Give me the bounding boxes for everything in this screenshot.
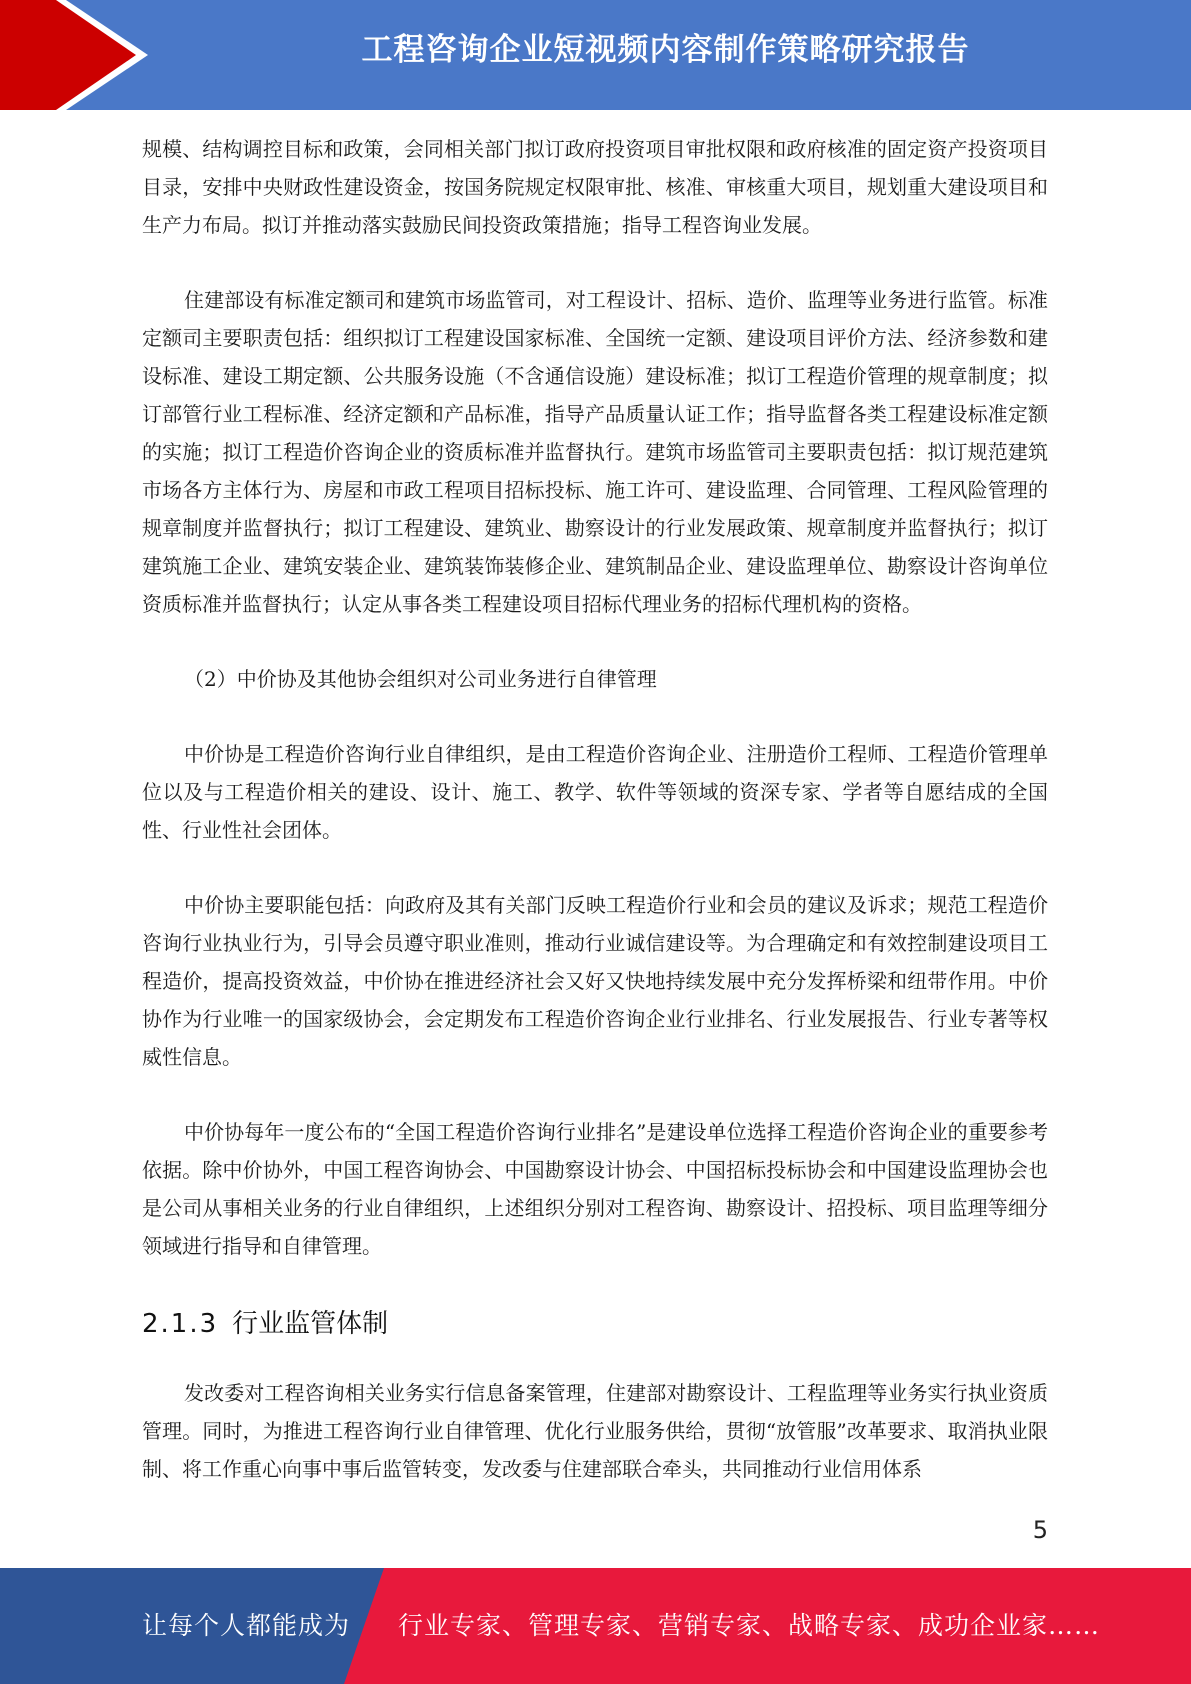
paragraph-continued: 规模、结构调控目标和政策，会同相关部门拟订政府投资项目审批权限和政府核准的固定资产投资项目目录，安排中央财政性建设资金，按国务院规定权限审批、核准、审核重大项目，规划重大建设项目和生产力布局。拟订并推动落实鼓励民间投资政策措施；指导工程咨询业发展。 — [142, 137, 1048, 237]
footer-slogan-left: 让每个人都能成为 — [142, 1611, 351, 1640]
paragraph-ccea-functions: 中价协主要职能包括：向政府及其有关部门反映工程造价行业和会员的建议及诉求；规范工程造价咨询行业执业行为，引导会员遵守职业准则，推动行业诚信建设等。为合理确定和有效控制建设项目工程造价，提高投资效益，中价协在推进经济社会又好又快地持续发展中充分发挥桥梁和纽带作用。中价协作为行业唯一的国家级协会，会定期发布工程造价咨询企业行业排名、行业发展报告、行业专著等权威性信息。 — [142, 893, 1048, 1069]
report-title: 工程咨询企业短视频内容制作策略研究报告 — [361, 32, 970, 68]
section-number: 2.1.3 — [142, 1309, 219, 1339]
paragraph-housing-ministry: 住建部设有标准定额司和建筑市场监管司，对工程设计、招标、造价、监理等业务进行监管。标准定额司主要职责包括：组织拟订工程建设国家标准、全国统一定额、建设项目评价方法、经济参数和建设标准、建设工期定额、公共服务设施（不含通信设施）建设标准；拟订工程造价管理的规章制度；拟订部管行业工程标准、经济定额和产品标准，指导产品质量认证工作；指导监督各类工程建设标准定额的实施；拟订工程造价咨询企业的资质标准并监督执行。建筑市场监管司主要职责包括：拟订规范建筑市场各方主体行为、房屋和市政工程项目招标投标、施工许可、建设监理、合同管理、工程风险管理的规章制度并监督执行；拟订工程建设、建筑业、勘察设计的行业发展政策、规章制度并监督执行；拟订建筑施工企业、建筑安装企业、建筑装饰装修企业、建筑制品企业、建设监理单位、勘察设计咨询单位资质标准并监督执行；认定从事各类工程建设项目招标代理业务的招标代理机构的资格。 — [142, 288, 1048, 616]
paragraph-ccea-intro: 中价协是工程造价咨询行业自律组织，是由工程造价咨询企业、注册造价工程师、工程造价管理单位以及与工程造价相关的建设、设计、施工、教学、软件等领域的资深专家、学者等自愿结成的全国性、行业性社会团体。 — [142, 742, 1048, 842]
paragraph-ccea-ranking: 中价协每年一度公布的“全国工程造价咨询行业排名”是建设单位选择工程造价咨询企业的重要参考依据。除中价协外，中国工程咨询协会、中国勘察设计协会、中国招标投标协会和中国建设监理协会也是公司从事相关业务的行业自律组织，上述组织分别对工程咨询、勘察设计、招投标、项目监理等细分领域进行指导和自律管理。 — [142, 1120, 1048, 1258]
section-title: 行业监管体制 — [232, 1309, 389, 1339]
subheading-self-regulation: （2）中价协及其他协会组织对公司业务进行自律管理 — [184, 667, 657, 691]
footer-slogan-right: 行业专家、管理专家、营销专家、战略专家、成功企业家…… — [398, 1611, 1101, 1640]
page-footer — [0, 1568, 1191, 1684]
paragraph-supervision: 发改委对工程咨询相关业务实行信息备案管理，住建部对勘察设计、工程监理等业务实行执业资质管理。同时，为推进工程咨询行业自律管理、优化行业服务供给，贯彻“放管服”改革要求、取消执业限制、将工作重心向事中事后监管转变，发改委与住建部联合牵头，共同推动行业信用体系 — [142, 1381, 1048, 1481]
page-header — [0, 0, 1191, 110]
header-chevron-icon — [0, 0, 160, 110]
section-heading — [142, 1302, 1048, 1346]
page-number: 5 — [1032, 1516, 1048, 1544]
document-body — [142, 130, 1048, 1525]
